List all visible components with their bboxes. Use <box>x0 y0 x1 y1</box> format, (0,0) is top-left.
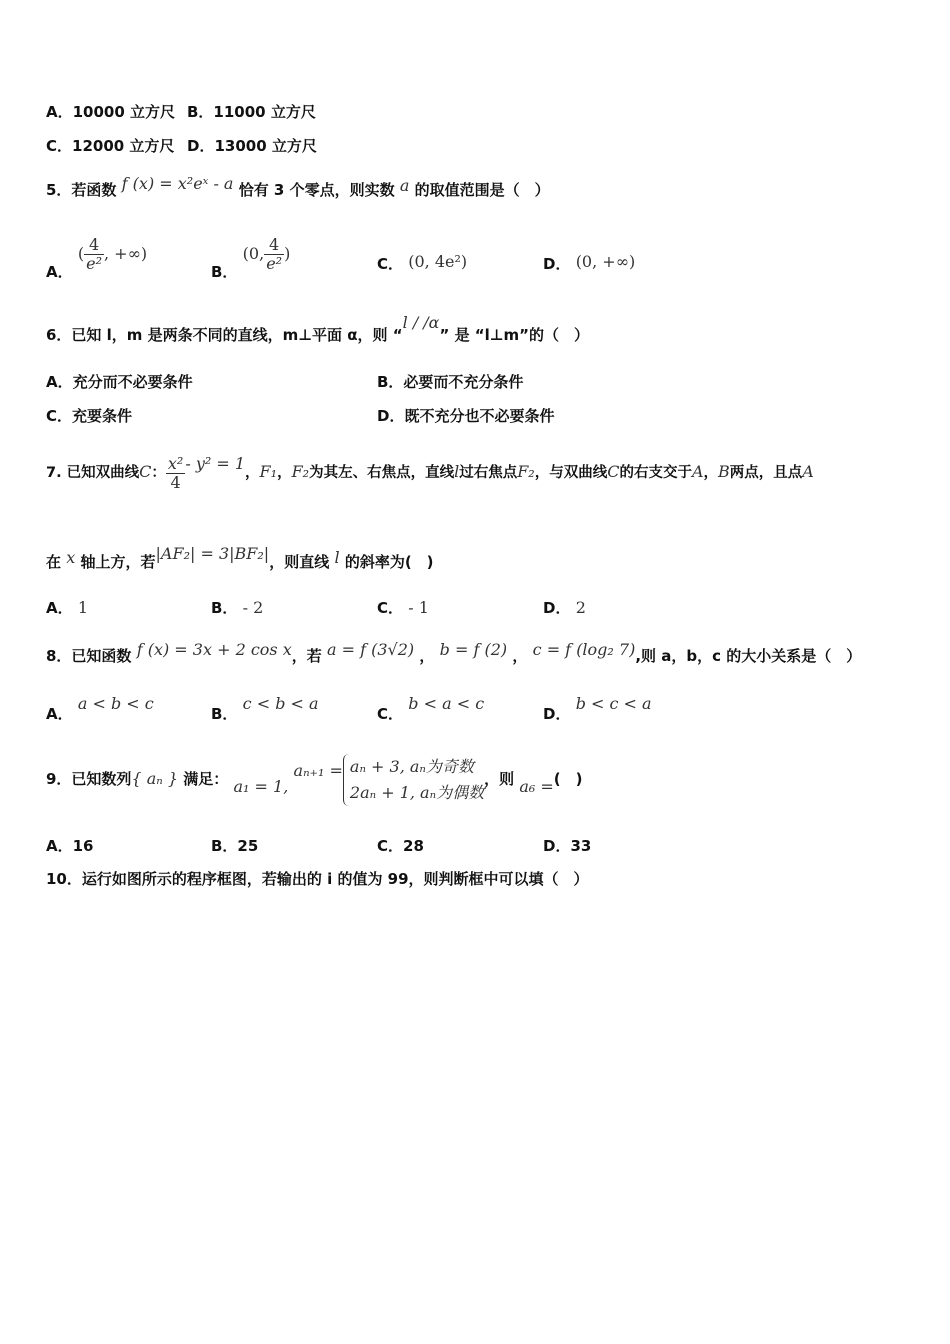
q7-a2: A <box>802 462 814 481</box>
q5-b-num: 4 <box>264 236 284 255</box>
q8-a: a = f (3√2) <box>327 640 415 659</box>
q5-a-label: A． <box>46 263 73 281</box>
q7-option-a <box>46 598 88 618</box>
q9-an1: aₙ₊₁ = <box>293 761 343 780</box>
q6-option-d: D．既不充分也不必要条件 <box>377 407 555 425</box>
q6-option-a: A．充分而不必要条件 <box>46 373 193 391</box>
q10-stem: 10．运行如图所示的程序框图，若输出的 i 的值为 99，则判断框中可以填（ ） <box>46 870 589 888</box>
q7-c-val: - 1 <box>408 598 429 617</box>
q5-var: a <box>399 176 410 195</box>
q8-a-val: a < b < c <box>77 694 154 713</box>
q9-t2: ，则 <box>484 770 515 788</box>
q5-b-open: (0, <box>242 244 265 263</box>
q7-text1: 为其左、右焦点，直线 <box>309 465 455 481</box>
q7-c2: C <box>607 462 620 481</box>
q7-d-label: D． <box>543 599 571 617</box>
q9-stem <box>46 750 583 808</box>
q6-suffix: ” 是 “l⊥m”的（ ） <box>439 326 589 344</box>
q8-t2: ， <box>419 647 435 665</box>
q9-option-d: D．33 <box>543 837 592 855</box>
q8-t1: ，若 <box>291 647 322 665</box>
q7-prefix: 7. 已知双曲线 <box>46 465 140 481</box>
q8-option-d <box>543 694 652 724</box>
q8-option-c <box>377 694 485 724</box>
q8-b: b = f (2) <box>439 640 508 659</box>
q8-t3: ， <box>512 647 528 665</box>
q9-cases <box>343 754 484 806</box>
q7-text2: 过右焦点 <box>459 465 518 481</box>
q9-t1: 满足： <box>183 770 229 788</box>
q9-option-a: A．16 <box>46 837 94 855</box>
q9-suffix: ( ) <box>553 770 583 788</box>
q5-d-label: D． <box>543 255 571 273</box>
q8-d-val: b < c < a <box>575 694 652 713</box>
q4-option-d: D．13000 立方尺 <box>187 137 317 155</box>
q6-option-c: C．充要条件 <box>46 407 133 425</box>
q5-a-open: ( <box>77 244 85 263</box>
q7-text4: 的右支交于 <box>619 465 692 481</box>
q5-a-num: 4 <box>84 236 104 255</box>
q9-a1: a₁ = 1, <box>233 777 289 796</box>
q5-option-c <box>377 254 467 274</box>
q7-option-b <box>211 598 263 618</box>
q7-a: A <box>691 462 704 481</box>
q7-text5: 两点，且点 <box>729 465 803 481</box>
q9-a6: a₆ = <box>519 777 554 796</box>
q5-option-a <box>46 235 148 281</box>
q7-c-label: C． <box>377 599 404 617</box>
q5-option-b <box>211 235 291 281</box>
q5-b-close: ) <box>284 244 291 263</box>
q7-a-val: 1 <box>77 598 89 617</box>
q7-option-c <box>377 598 429 618</box>
q7-l2-mid: 轴上方，若 <box>80 553 156 571</box>
q7-comma2: ， <box>277 465 292 481</box>
q5-a-close: , +∞) <box>103 244 148 263</box>
q7-stem-line2 <box>46 544 434 572</box>
q7-x: x <box>66 548 76 567</box>
q4-option-c: C．12000 立方尺 <box>46 137 175 155</box>
q7-a-label: A． <box>46 599 73 617</box>
q7-l2-prefix: 在 <box>46 553 62 571</box>
q7-c: C <box>139 462 152 481</box>
q7-text3: ，与双曲线 <box>534 465 608 481</box>
q5-c-val: (0, 4e²) <box>408 252 468 271</box>
q8-b-label: B． <box>211 705 238 723</box>
q7-f1: F₁ <box>259 462 278 481</box>
q8-c-val: b < a < c <box>408 694 485 713</box>
q8-option-a <box>46 694 154 724</box>
q7-num: x² <box>167 453 184 473</box>
q8-prefix: 8．已知函数 <box>46 647 132 665</box>
q5-func: f (x) = x²eˣ - a <box>121 174 234 193</box>
q7-comma1: ， <box>245 465 260 481</box>
q8-c-label: C． <box>377 705 404 723</box>
q8-a-label: A． <box>46 705 73 723</box>
q5-suffix: 的取值范围是（ ） <box>414 181 550 199</box>
q7-frac <box>166 455 185 492</box>
q7-stem-line1 <box>46 450 814 495</box>
q7-comma3: ， <box>703 465 719 481</box>
q7-b-label: B． <box>211 599 238 617</box>
q8-d-label: D． <box>543 705 571 723</box>
q8-b-val: c < b < a <box>242 694 319 713</box>
q9-case1: aₙ + 3, aₙ为奇数 <box>349 756 474 776</box>
q8-stem <box>46 640 862 666</box>
q5-a-den: e² <box>86 254 102 273</box>
q8-c: c = f (log₂ 7) <box>532 640 636 659</box>
q4-option-b: B．11000 立方尺 <box>187 103 316 121</box>
q5-d-val: (0, +∞) <box>575 252 636 271</box>
q9-option-b: B．25 <box>211 837 259 855</box>
q6-option-b: B．必要而不充分条件 <box>377 373 524 391</box>
q8-func: f (x) = 3x + 2 cos x <box>136 640 292 659</box>
q5-mid: 恰有 3 个零点，则实数 <box>238 181 395 199</box>
q7-eq: - y² = 1 <box>185 454 246 473</box>
q7-l2-suffix: 的斜率为( ) <box>344 553 434 571</box>
q7-f2b: F₂ <box>517 462 535 481</box>
q7-option-d <box>543 598 586 618</box>
q5-a-frac <box>84 236 104 273</box>
q5-stem <box>46 174 550 200</box>
q7-b: B <box>718 462 730 481</box>
q7-f2: F₂ <box>291 462 310 481</box>
q7-d-val: 2 <box>575 598 586 617</box>
q5-option-d <box>543 254 635 274</box>
q8-option-b <box>211 694 319 724</box>
q7-l: l <box>454 462 460 481</box>
q7-l2-mid2: ，则直线 <box>269 553 330 571</box>
q5-prefix: 5．若函数 <box>46 181 117 199</box>
q7-colon: ： <box>151 465 166 481</box>
q5-b-den: e² <box>266 254 283 273</box>
q6-cond: l / /α <box>402 313 440 332</box>
q4-option-a: A．10000 立方尺 <box>46 103 176 121</box>
q8-suffix: ,则 a，b，c 的大小关系是（ ） <box>635 647 862 665</box>
q5-b-frac <box>264 236 284 273</box>
q6-stem <box>46 313 589 345</box>
q9-case2: 2aₙ + 1, aₙ为偶数 <box>349 782 485 802</box>
q9-seq: { aₙ } <box>131 769 179 788</box>
q7-l-2: l <box>334 548 340 567</box>
q5-b-label: B． <box>211 263 238 281</box>
q6-prefix: 6．已知 l，m 是两条不同的直线，m⊥平面 α，则 “ <box>46 326 403 344</box>
q7-den: 4 <box>170 472 181 492</box>
q9-prefix: 9．已知数列 <box>46 770 132 788</box>
q5-c-label: C． <box>377 255 404 273</box>
q9-option-c: C．28 <box>377 837 424 855</box>
q7-cond: |AF₂| = 3|BF₂| <box>155 544 270 563</box>
q7-b-val: - 2 <box>242 598 264 617</box>
